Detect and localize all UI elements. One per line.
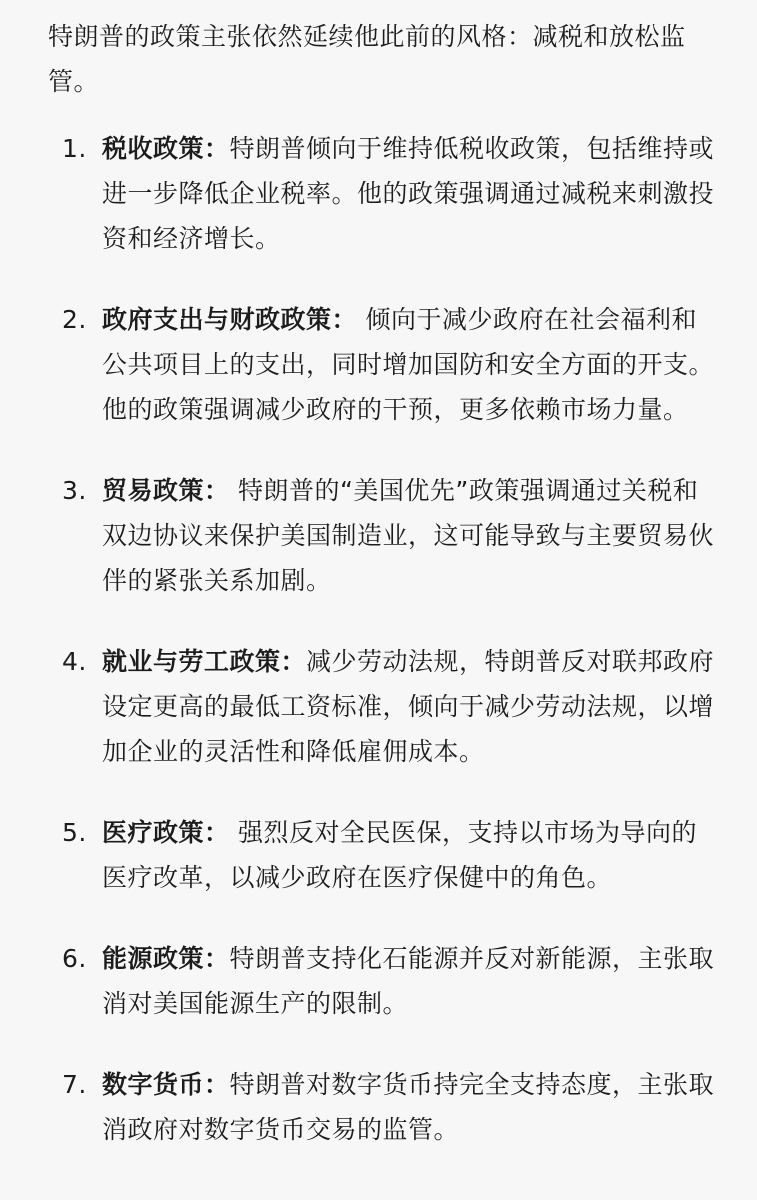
item-title: 就业与劳工政策： xyxy=(102,647,307,676)
item-text: 特朗普的“美国优先”政策强调通过关税和双边协议来保护美国制造业，这可能导致与主要贸易伙伴的紧张关系加剧。 xyxy=(102,476,715,595)
item-text: 特朗普倾向于维持低税收政策，包括维持或进一步降低企业税率。他的政策强调通过减税来刺激投资和经济增长。 xyxy=(102,134,715,253)
intro-paragraph: 特朗普的政策主张依然延续他此前的风格：减税和放松监管。 xyxy=(48,22,686,96)
item-text: 特朗普对数字货币持完全支持态度，主张取消政府对数字货币交易的监管。 xyxy=(102,1070,715,1144)
policy-item-tax xyxy=(48,126,717,261)
item-number: 6. xyxy=(62,944,87,973)
item-text: 强烈反对全民医保，支持以市场为导向的医疗改革，以减少政府在医疗保健中的角色。 xyxy=(102,818,697,892)
item-number: 7. xyxy=(62,1070,87,1099)
policy-item-crypto xyxy=(48,1062,717,1152)
item-number: 4. xyxy=(62,647,87,676)
item-number: 3. xyxy=(62,476,87,505)
policy-item-energy xyxy=(48,936,717,1026)
item-title: 数字货币： xyxy=(102,1070,230,1099)
item-number: 1. xyxy=(62,134,87,163)
item-text: 特朗普支持化石能源并反对新能源，主张取消对美国能源生产的限制。 xyxy=(102,944,715,1018)
item-number: 5. xyxy=(62,818,87,847)
item-title: 政府支出与财政政策： xyxy=(102,305,358,334)
policy-item-trade xyxy=(48,468,717,603)
item-title: 能源政策： xyxy=(102,944,230,973)
item-text: 倾向于减少政府在社会福利和公共项目上的支出，同时增加国防和安全方面的开支。他的政策强调减少政府的干预，更多依赖市场力量。 xyxy=(102,305,715,424)
policy-list xyxy=(48,126,717,1152)
policy-item-fiscal xyxy=(48,297,717,432)
item-text: 减少劳动法规，特朗普反对联邦政府设定更高的最低工资标准，倾向于减少劳动法规，以增加企业的灵活性和降低雇佣成本。 xyxy=(102,647,715,766)
item-title: 贸易政策： xyxy=(102,476,230,505)
item-title: 税收政策： xyxy=(102,134,230,163)
item-number: 2. xyxy=(62,305,87,334)
policy-item-labor xyxy=(48,639,717,774)
policy-item-healthcare xyxy=(48,810,717,900)
item-title: 医疗政策： xyxy=(102,818,230,847)
